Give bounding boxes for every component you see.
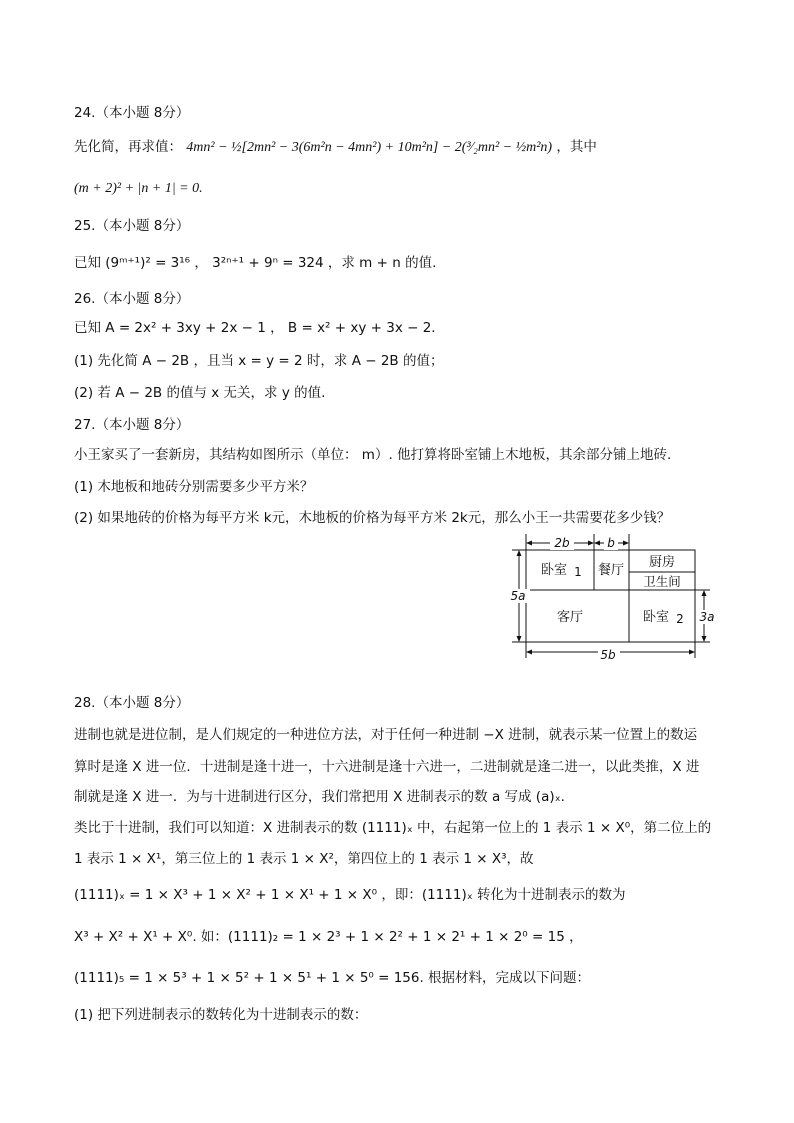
bedroom1-number: 1: [574, 565, 582, 579]
q24-header: 24.（本小题 8分）: [74, 105, 190, 121]
q28-paragraph-2: 算时是逢 X 进一位．十进制是逢十进一，十六进制是逢十六进一，二进制就是逢二进一，以此类推，X 进: [74, 759, 700, 775]
q28-paragraph-1: 进制也就是进位制，是人们规定的一种进位方法，对于任何一种进制 −X 进制，就表示某一位置上的数运: [74, 727, 698, 743]
q26-part2: (2) 若 A − 2B 的值与 x 无关，求 y 的值.: [74, 385, 326, 401]
q28-paragraph-7: X³ + X² + X¹ + X⁰. 如：(1111)₂ = 1 × 2³ + 1 × 2² + 1 × 2¹ + 1 × 2⁰ = 15 ，: [74, 929, 583, 945]
q25-header: 25.（本小题 8分）: [74, 218, 190, 234]
q25-question: 已知 (9ᵐ⁺¹)² = 3¹⁶ ， 3²ⁿ⁺¹ + 9ⁿ = 324 ，求 m + n 的值.: [74, 255, 437, 271]
bedroom1-label: 卧室: [540, 563, 568, 578]
q24-line1: [74, 137, 597, 158]
q27-intro: 小王家买了一套新房，其结构如图所示（单位： m）. 他打算将卧室铺上木地板，其余部分铺上地砖.: [74, 447, 672, 463]
q26-header: 26.（本小题 8分）: [74, 291, 190, 307]
q28-paragraph-3: 制就是逢 X 进一．为与十进制进行区分，我们常把用 X 进制表示的数 a 写成 (a)ₓ.: [74, 789, 565, 805]
q24-condition: (m + 2)² + |n + 1| = 0.: [74, 181, 203, 196]
bedroom2-number: 2: [676, 612, 684, 626]
dim-5b-label: 5b: [600, 648, 616, 662]
bedroom2-label: 卧室: [642, 610, 670, 625]
q28-paragraph-4: 类比于十进制，我们可以知道：X 进制表示的数 (1111)ₓ 中，右起第一位上的 1 表示 1 × X⁰，第二位上的: [74, 820, 712, 836]
q24-prefix: 先化简，再求值：: [74, 139, 182, 155]
dim-3a-label: 3a: [699, 610, 715, 624]
q28-header: 28.（本小题 8分）: [74, 695, 190, 711]
kitchen-label: 厨房: [648, 555, 676, 570]
floor-plan-figure: [500, 530, 720, 665]
q27-header: 27.（本小题 8分）: [74, 417, 190, 433]
q28-paragraph-8: (1111)₅ = 1 × 5³ + 1 × 5² + 1 × 5¹ + 1 × 5⁰ = 156. 根据材料，完成以下问题：: [74, 970, 591, 986]
dim-2b-label: 2b: [554, 536, 570, 550]
q28-part1: (1) 把下列进制表示的数转化为十进制表示的数：: [74, 1007, 368, 1023]
dining-label: 餐厅: [597, 563, 625, 578]
dim-b-label: b: [607, 536, 615, 550]
q27-part1: (1) 木地板和地砖分别需要多少平方米？: [74, 479, 314, 495]
q26-given: 已知 A = 2x² + 3xy + 2x − 1 ， B = x² + xy + 3x − 2.: [74, 320, 436, 336]
q26-part1: (1) 先化简 A − 2B ，且当 x = y = 2 时，求 A − 2B 的值；: [74, 353, 444, 369]
bathroom-label: 卫生间: [643, 574, 681, 589]
q28-paragraph-6: (1111)ₓ = 1 × X³ + 1 × X² + 1 × X¹ + 1 × X⁰ ，即：(1111)ₓ 转化为十进制表示的数为: [74, 887, 626, 903]
living-room-label: 客厅: [556, 610, 584, 625]
q27-part2: (2) 如果地砖的价格为每平方米 k元，木地板的价格为每平方米 2k元，那么小王一共需要花多少钱？: [74, 510, 671, 526]
q24-expression: 4mn² − ½[2mn² − 3(6m²n − 4mn²) + 10m²n] − 2(³⁄₂mn² − ½m²n): [186, 140, 553, 155]
q28-paragraph-5: 1 表示 1 × X¹，第三位上的 1 表示 1 × X²，第四位上的 1 表示 1 × X³，故: [74, 851, 534, 867]
dim-5a-label: 5a: [510, 589, 526, 603]
q24-suffix: ，其中: [556, 139, 597, 155]
